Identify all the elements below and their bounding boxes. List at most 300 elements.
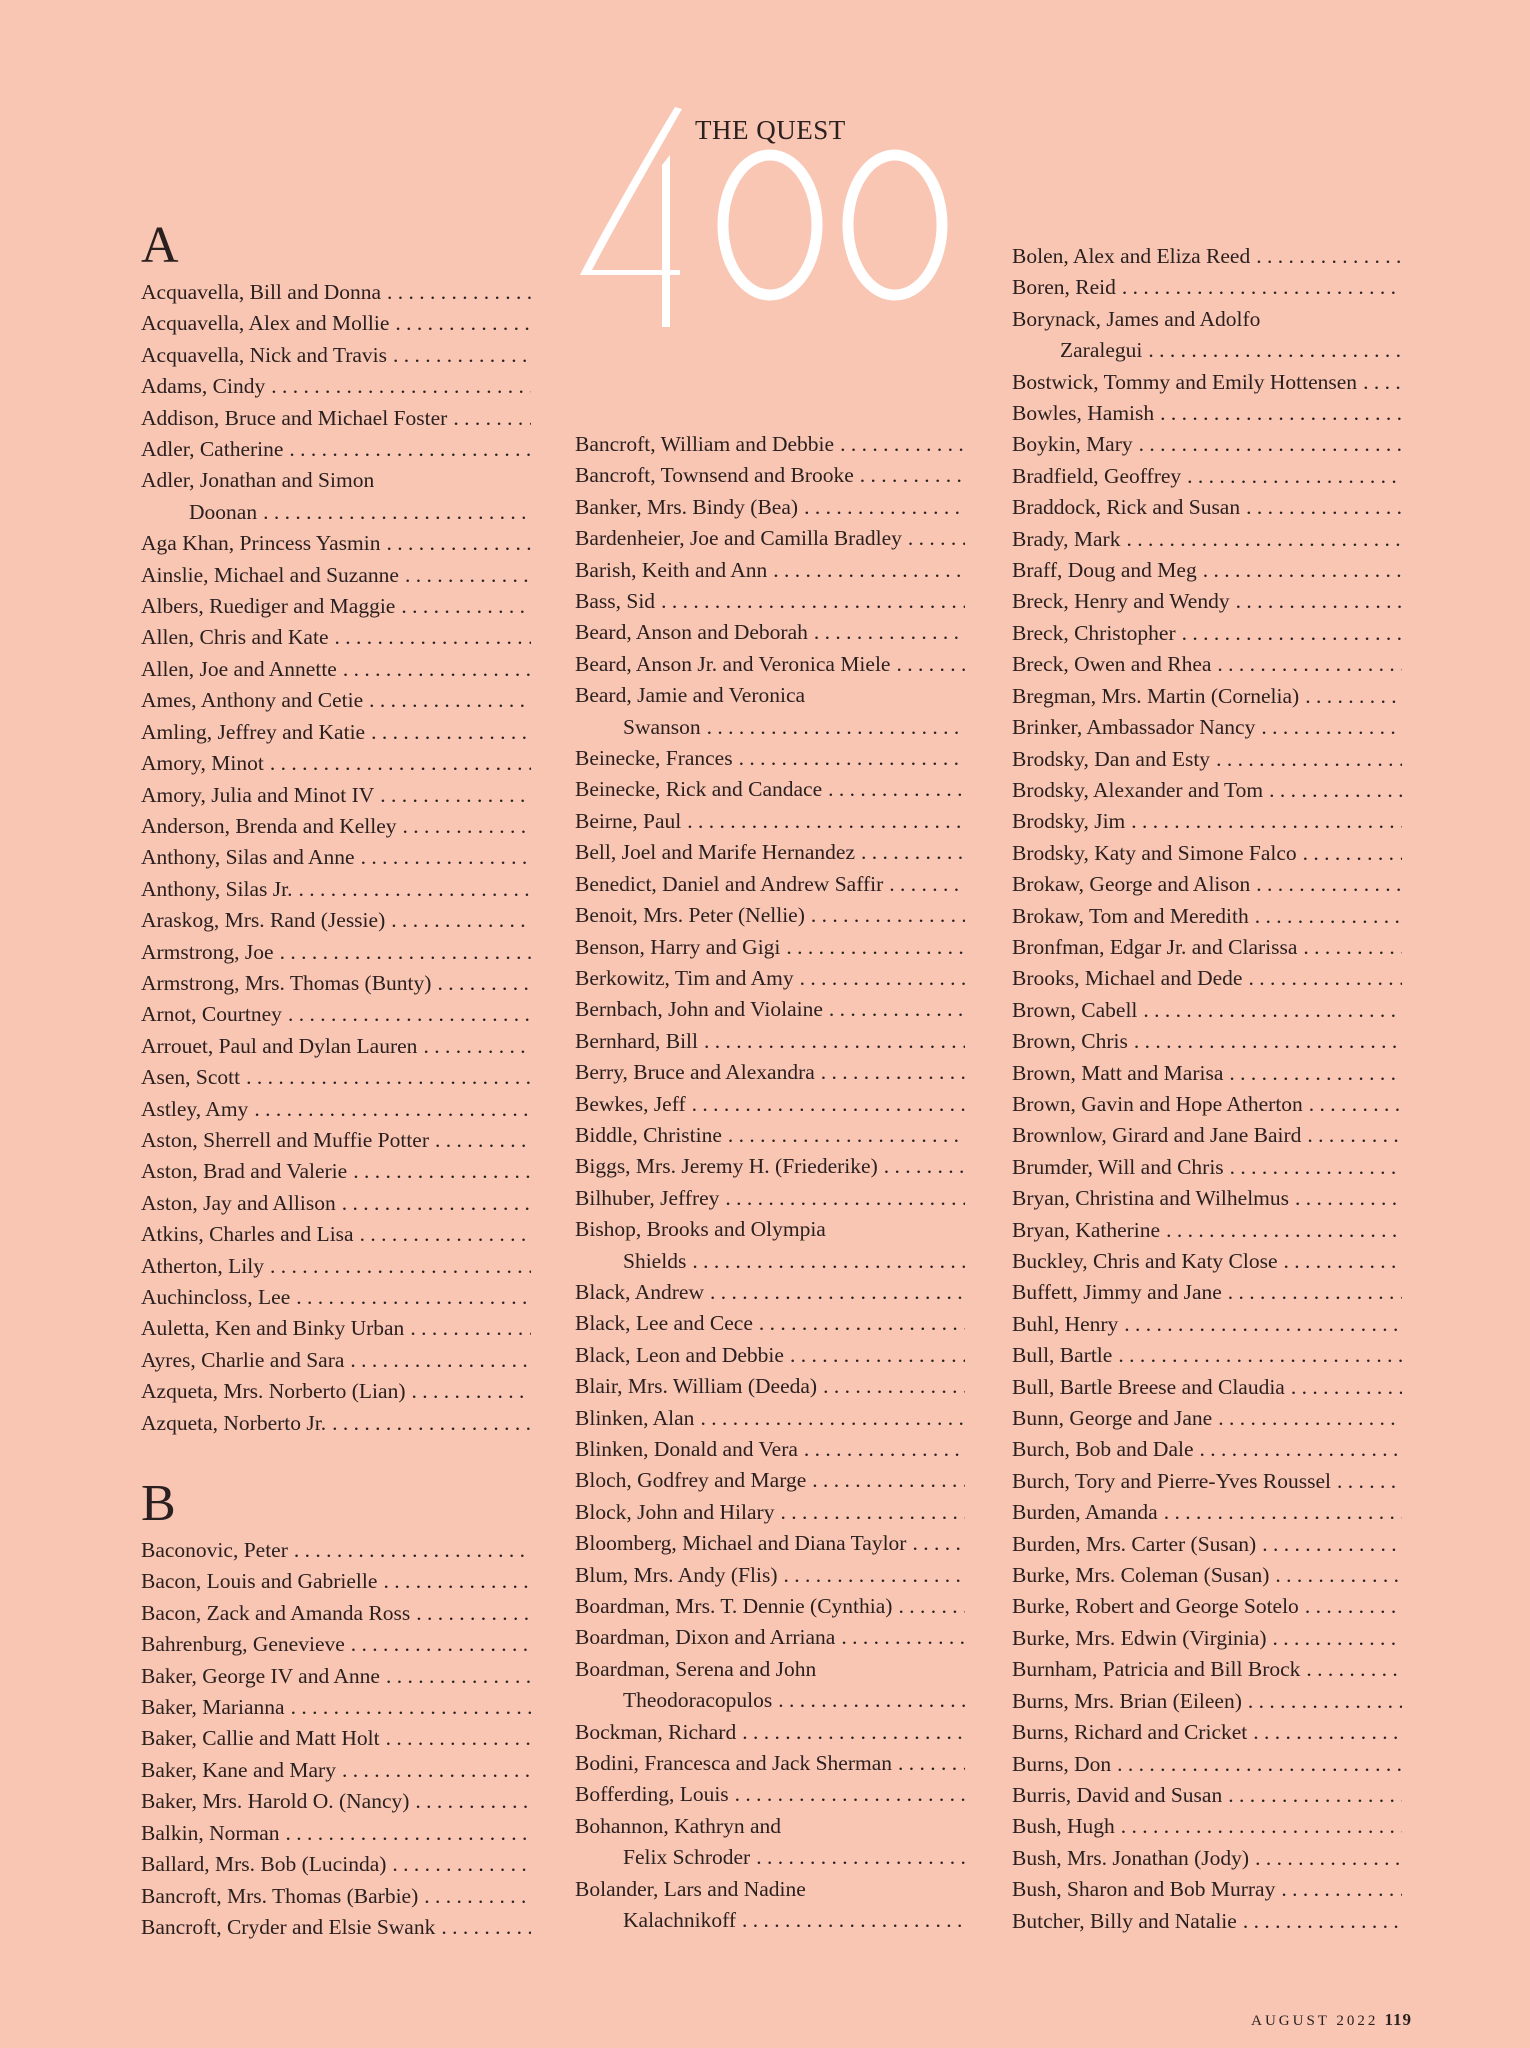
list-item	[1012, 367, 1402, 398]
list-item	[575, 523, 965, 554]
entry-name: Beirne, Paul	[575, 808, 682, 833]
entry-name: Anthony, Silas Jr.	[141, 876, 293, 901]
list-item	[141, 403, 531, 434]
entry-name: Brokaw, George and Alison	[1012, 872, 1251, 897]
entry-name: Bernhard, Bill	[575, 1028, 699, 1053]
list-item	[1012, 1277, 1402, 1308]
list-item	[575, 1622, 965, 1653]
leader-dots	[296, 1282, 531, 1313]
entry-name: Bolen, Alex and Eliza Reed	[1012, 244, 1251, 268]
entry-name: Allen, Chris and Kate	[141, 625, 329, 650]
leader-dots	[403, 811, 531, 842]
leader-dots	[1203, 555, 1402, 586]
leader-dots	[1256, 869, 1402, 900]
list-item	[141, 1408, 531, 1439]
entry-name: Bancroft, Mrs. Thomas (Barbie)	[141, 1883, 419, 1908]
entry-name: Brinker, Ambassador Nancy	[1012, 715, 1256, 740]
list-item	[575, 1151, 965, 1182]
entry-name: Brownlow, Girard and Jane Baird	[1012, 1123, 1302, 1148]
entry-name: Butcher, Billy and Natalie	[1012, 1908, 1237, 1933]
entry-name: Burris, David and Susan	[1012, 1782, 1223, 1807]
leader-dots	[784, 1560, 966, 1591]
entry-name: Braddock, Rick and Susan	[1012, 495, 1241, 520]
entry-name: Black, Andrew	[575, 1279, 704, 1304]
list-item	[141, 1094, 531, 1125]
masthead	[570, 95, 1000, 335]
leader-dots	[393, 340, 531, 371]
leader-dots	[342, 1188, 531, 1219]
list-item	[1012, 1466, 1402, 1497]
leader-dots	[1248, 1686, 1402, 1717]
list-item	[1012, 1372, 1402, 1403]
entry-name: Bostwick, Tommy and Emily Hottensen	[1012, 369, 1358, 394]
list-item	[575, 994, 965, 1025]
list-item	[1012, 1340, 1402, 1371]
leader-dots	[1166, 1215, 1402, 1246]
entry-name: Banker, Mrs. Bindy (Bea)	[575, 494, 799, 519]
list-item	[575, 680, 965, 711]
list-item	[575, 1811, 965, 1842]
list-item	[575, 1717, 965, 1748]
list-item	[141, 1723, 531, 1754]
leader-dots	[1124, 1309, 1402, 1340]
leader-dots	[1255, 901, 1402, 932]
list-item	[575, 492, 965, 523]
leader-dots	[435, 1125, 531, 1156]
leader-dots	[254, 1094, 531, 1125]
entry-name: Felix Schroder	[623, 1845, 751, 1870]
entry-name: Bohannon, Kathryn and	[575, 1813, 782, 1838]
leader-dots	[1229, 1058, 1402, 1089]
leader-dots	[1236, 586, 1402, 617]
entry-name: Adams, Cindy	[141, 374, 266, 399]
list-item	[1012, 995, 1402, 1026]
list-item	[1012, 1717, 1402, 1748]
list-item	[141, 434, 531, 465]
list-item	[575, 1842, 965, 1873]
entry-name: Bahrenburg, Genevieve	[141, 1632, 345, 1657]
entry-name: Buffett, Jimmy and Jane	[1012, 1280, 1222, 1305]
entry-name: Amory, Julia and Minot IV	[141, 782, 375, 807]
list-item	[1012, 1591, 1402, 1622]
leader-dots	[1187, 461, 1402, 492]
leader-dots	[739, 743, 965, 774]
leader-dots	[386, 528, 531, 559]
list-item	[575, 1340, 965, 1371]
leader-dots	[1281, 1874, 1402, 1905]
list-item	[575, 1434, 965, 1465]
list-item	[1012, 1560, 1402, 1591]
list-item	[1012, 272, 1402, 303]
leader-dots	[1200, 1434, 1402, 1465]
list-item	[141, 560, 531, 591]
leader-dots	[1337, 1466, 1402, 1497]
entry-name: Breck, Owen and Rhea	[1012, 652, 1212, 677]
entry-name: Brodsky, Jim	[1012, 809, 1126, 834]
leader-dots	[1305, 681, 1402, 712]
list-item	[1012, 1215, 1402, 1246]
entry-name: Borynack, James and Adolfo	[1012, 306, 1261, 331]
leader-dots	[361, 842, 531, 873]
list-item	[1012, 1749, 1402, 1780]
list-item	[141, 654, 531, 685]
list-item	[1012, 1874, 1402, 1905]
page-footer	[1251, 2010, 1412, 2030]
list-item	[1012, 1403, 1402, 1434]
leader-dots	[386, 1661, 531, 1692]
entry-name: Theodoracopulos	[623, 1688, 773, 1713]
list-item	[141, 685, 531, 716]
leader-dots	[692, 1246, 965, 1277]
list-item	[141, 1849, 531, 1880]
entry-name: Brown, Cabell	[1012, 997, 1138, 1022]
list-item	[575, 932, 965, 963]
list-item	[141, 1881, 531, 1912]
entry-name: Burch, Tory and Pierre-Yves Roussel	[1012, 1468, 1331, 1493]
leader-dots	[294, 1535, 531, 1566]
leader-dots	[735, 1779, 965, 1810]
list-item	[575, 586, 965, 617]
list-item	[1012, 429, 1402, 460]
leader-dots	[700, 1403, 965, 1434]
leader-dots	[1246, 492, 1402, 523]
entry-name: Brodsky, Katy and Simone Falco	[1012, 840, 1297, 865]
entry-name: Ames, Anthony and Cetie	[141, 688, 364, 713]
entry-name: Blinken, Donald and Vera	[575, 1437, 798, 1461]
list-item	[1012, 555, 1402, 586]
list-item	[1012, 963, 1402, 994]
leader-dots	[246, 1062, 531, 1093]
leader-dots	[291, 1692, 531, 1723]
entry-name: Benson, Harry and Gigi	[575, 934, 781, 959]
leader-dots	[351, 1629, 531, 1660]
leader-dots	[1217, 649, 1402, 680]
entry-name: Bush, Hugh	[1012, 1814, 1115, 1839]
list-item	[1012, 932, 1402, 963]
entry-name: Acquavella, Bill and Donna	[141, 280, 382, 304]
leader-dots	[896, 649, 965, 680]
list-item	[575, 1246, 965, 1277]
entry-name: Burns, Richard and Cricket	[1012, 1720, 1248, 1745]
entry-name: Amling, Jeffrey and Katie	[141, 719, 366, 744]
leader-dots	[1134, 1026, 1402, 1057]
leader-dots	[332, 1408, 531, 1439]
leader-dots	[1363, 367, 1402, 398]
entry-name: Arrouet, Paul and Dylan Lauren	[141, 1033, 418, 1058]
list-item	[575, 617, 965, 648]
list-item	[575, 1183, 965, 1214]
leader-dots	[1261, 712, 1402, 743]
leader-dots	[707, 712, 965, 743]
entry-name: Bewkes, Jeff	[575, 1091, 686, 1116]
leader-dots	[1253, 1717, 1402, 1748]
leader-dots	[1117, 1749, 1402, 1780]
leader-dots	[840, 429, 965, 460]
list-item	[1012, 1120, 1402, 1151]
section-letter-a: A	[141, 217, 179, 274]
list-item	[575, 837, 965, 868]
entry-name: Boardman, Serena and John	[575, 1656, 817, 1681]
leader-dots	[350, 1345, 531, 1376]
list-a	[141, 277, 531, 1439]
entry-name: Beard, Anson and Deborah	[575, 620, 808, 645]
list-item	[141, 497, 531, 528]
leader-dots	[889, 869, 965, 900]
leader-dots	[1262, 1529, 1402, 1560]
leader-dots	[898, 1748, 965, 1779]
leader-dots	[1139, 429, 1402, 460]
numeral-four	[580, 107, 682, 327]
entry-name: Aston, Brad and Valerie	[141, 1159, 348, 1184]
list-item	[141, 748, 531, 779]
leader-dots	[1118, 1340, 1402, 1371]
list-item	[1012, 335, 1402, 366]
list-item	[1012, 649, 1402, 680]
leader-dots	[1143, 995, 1402, 1026]
list-item	[1012, 618, 1402, 649]
list-item	[141, 1912, 531, 1943]
list-item	[141, 968, 531, 999]
leader-dots	[786, 932, 965, 963]
entry-name: Burch, Bob and Dale	[1012, 1437, 1194, 1462]
list-item	[1012, 1152, 1402, 1183]
list-item	[1012, 775, 1402, 806]
entry-name: Berry, Bruce and Alexandra	[575, 1060, 815, 1085]
list-item	[141, 874, 531, 905]
list-col2	[575, 429, 965, 1937]
leader-dots	[1218, 1403, 1402, 1434]
entry-name: Bilhuber, Jeffrey	[575, 1185, 720, 1210]
entry-name: Brodsky, Dan and Esty	[1012, 746, 1211, 771]
list-item	[575, 1905, 965, 1936]
leader-dots	[1307, 1120, 1402, 1151]
entry-name: Allen, Joe and Annette	[141, 656, 337, 681]
entry-name: Baker, Mrs. Harold O. (Nancy)	[141, 1789, 410, 1814]
leader-dots	[391, 905, 531, 936]
column-1	[141, 215, 531, 1943]
list-item	[1012, 1309, 1402, 1340]
leader-dots	[811, 900, 965, 931]
list-item	[575, 869, 965, 900]
list-item	[141, 717, 531, 748]
entry-name: Acquavella, Alex and Mollie	[141, 311, 390, 336]
list-item	[141, 1251, 531, 1282]
entry-name: Benedict, Daniel and Andrew Saffir	[575, 871, 884, 896]
entry-name: Burke, Mrs. Coleman (Susan)	[1012, 1563, 1270, 1588]
entry-name: Boardman, Mrs. T. Dennie (Cynthia)	[575, 1594, 893, 1619]
leader-dots	[386, 1723, 531, 1754]
entry-name: Bunn, George and Jane	[1012, 1406, 1213, 1431]
entry-name: Atkins, Charles and Lisa	[141, 1222, 354, 1247]
entry-name: Aga Khan, Princess Yasmin	[141, 531, 381, 556]
list-item	[141, 1535, 531, 1566]
entry-name: Amory, Minot	[141, 751, 264, 776]
leader-dots	[1131, 806, 1402, 837]
list-item	[575, 900, 965, 931]
leader-dots	[692, 1089, 965, 1120]
leader-dots	[704, 1026, 965, 1057]
list-item	[575, 1277, 965, 1308]
entry-name: Brodsky, Alexander and Tom	[1012, 777, 1264, 802]
entry-name: Araskog, Mrs. Rand (Jessie)	[141, 908, 386, 933]
list-item	[1012, 1183, 1402, 1214]
list-item	[141, 1818, 531, 1849]
leader-dots	[1306, 1654, 1402, 1685]
list-item	[1012, 1843, 1402, 1874]
list-item	[575, 1654, 965, 1685]
section-letter-b: B	[141, 1475, 176, 1533]
list-item	[141, 1282, 531, 1313]
entry-name: Burnham, Patricia and Bill Brock	[1012, 1657, 1301, 1682]
leader-dots	[286, 1818, 531, 1849]
leader-dots	[387, 277, 531, 308]
entry-name: Albers, Ruediger and Maggie	[141, 594, 396, 619]
list-item	[141, 1629, 531, 1660]
list-item	[141, 591, 531, 622]
entry-name: Baker, Kane and Mary	[141, 1757, 336, 1782]
list-item	[575, 1560, 965, 1591]
leader-dots	[1269, 775, 1402, 806]
list-item	[575, 1308, 965, 1339]
entry-name: Baker, Callie and Matt Holt	[141, 1726, 380, 1751]
leader-dots	[804, 1434, 965, 1465]
list-item	[575, 1120, 965, 1151]
entry-name: Addison, Bruce and Michael Foster	[141, 405, 448, 430]
list-item	[575, 774, 965, 805]
list-item	[575, 1528, 965, 1559]
leader-dots	[884, 1151, 965, 1182]
list-item	[141, 1188, 531, 1219]
numeral-zero-2	[848, 155, 942, 295]
entry-name: Bacon, Louis and Gabrielle	[141, 1569, 378, 1594]
list-item	[575, 1371, 965, 1402]
list-item	[1012, 524, 1402, 555]
list-item	[1012, 838, 1402, 869]
leader-dots	[812, 1465, 965, 1496]
leader-dots	[908, 523, 965, 554]
entry-name: Baker, Marianna	[141, 1695, 285, 1720]
entry-name: Benoit, Mrs. Peter (Nellie)	[575, 903, 805, 928]
leader-dots	[424, 1881, 531, 1912]
list-item	[141, 1786, 531, 1817]
entry-name: Bloomberg, Michael and Diana Taylor	[575, 1531, 907, 1556]
list-item	[141, 308, 531, 339]
leader-dots	[759, 1308, 965, 1339]
list-b	[141, 1535, 531, 1943]
leader-dots	[1305, 1591, 1402, 1622]
leader-dots	[416, 1598, 531, 1629]
leader-dots	[1291, 1372, 1402, 1403]
leader-dots	[342, 1755, 531, 1786]
list-item	[575, 1591, 965, 1622]
list-item	[1012, 1089, 1402, 1120]
entry-name: Acquavella, Nick and Travis	[141, 342, 388, 367]
leader-dots	[299, 874, 531, 905]
list-item	[1012, 241, 1402, 272]
leader-dots	[780, 1497, 965, 1528]
list-item	[141, 465, 531, 496]
list-col3	[1012, 241, 1402, 1937]
entry-name: Bernbach, John and Violaine	[575, 997, 823, 1022]
entry-name: Bofferding, Louis	[575, 1782, 729, 1807]
entry-name: Brown, Chris	[1012, 1029, 1128, 1054]
leader-dots	[441, 1912, 531, 1943]
list-item	[575, 1026, 965, 1057]
entry-name: Bowles, Hamish	[1012, 401, 1155, 426]
list-item	[1012, 492, 1402, 523]
list-item	[1012, 806, 1402, 837]
entry-name: Breck, Christopher	[1012, 620, 1176, 645]
leader-dots	[1284, 1246, 1402, 1277]
entry-name: Atherton, Lily	[141, 1253, 265, 1278]
leader-dots	[790, 1340, 965, 1371]
column-2	[575, 429, 965, 1937]
entry-name: Azqueta, Mrs. Norberto (Lian)	[141, 1379, 406, 1404]
list-item	[1012, 1623, 1402, 1654]
entry-name: Ayres, Charlie and Sara	[141, 1347, 345, 1372]
leader-dots	[814, 617, 965, 648]
entry-name: Brown, Gavin and Hope Atherton	[1012, 1091, 1303, 1116]
leader-dots	[380, 780, 531, 811]
entry-name: Swanson	[623, 714, 701, 739]
list-item	[575, 1685, 965, 1716]
leader-dots	[1182, 618, 1402, 649]
entry-name: Bardenheier, Joe and Camilla Bradley	[575, 526, 902, 551]
leader-dots	[778, 1685, 965, 1716]
list-item	[1012, 1246, 1402, 1277]
list-item	[141, 937, 531, 968]
leader-dots	[821, 1057, 965, 1088]
list-item	[575, 1214, 965, 1245]
leader-dots	[898, 1591, 965, 1622]
list-item	[1012, 744, 1402, 775]
leader-dots	[423, 1031, 531, 1062]
list-item	[1012, 1529, 1402, 1560]
entry-name: Baker, George IV and Anne	[141, 1663, 380, 1688]
entry-name: Bancroft, Townsend and Brooke	[575, 463, 854, 488]
list-item	[1012, 304, 1402, 335]
entry-name: Auletta, Ken and Binky Urban	[141, 1316, 405, 1341]
numeral-zero-1	[723, 155, 817, 295]
entry-name: Ballard, Mrs. Bob (Lucinda)	[141, 1852, 387, 1877]
list-item	[575, 555, 965, 586]
list-item	[141, 1156, 531, 1187]
entry-name: Black, Leon and Debbie	[575, 1342, 784, 1367]
leader-dots	[335, 622, 532, 653]
entry-name: Brown, Matt and Marisa	[1012, 1060, 1224, 1085]
list-item	[141, 1566, 531, 1597]
leader-dots	[1255, 1843, 1402, 1874]
entry-name: Bryan, Christina and Wilhelmus	[1012, 1186, 1290, 1211]
entry-name: Ainslie, Michael and Suzanne	[141, 562, 399, 587]
entry-name: Boren, Reid	[1012, 275, 1116, 300]
list-item	[575, 460, 965, 491]
entry-name: Burden, Mrs. Carter (Susan)	[1012, 1531, 1257, 1556]
list-item	[575, 1465, 965, 1496]
entry-name: Blum, Mrs. Andy (Flis)	[575, 1562, 778, 1587]
masthead-kicker: THE QUEST	[695, 115, 846, 145]
entry-name: Auchincloss, Lee	[141, 1285, 291, 1309]
list-item	[141, 1313, 531, 1344]
leader-dots	[773, 555, 965, 586]
entry-name: Buckley, Chris and Katy Close	[1012, 1249, 1278, 1273]
entry-name: Arnot, Courtney	[141, 1002, 282, 1027]
entry-name: Bell, Joel and Marife Hernandez	[575, 840, 855, 865]
entry-name: Bodini, Francesca and Jack Sherman	[575, 1751, 893, 1776]
entry-name: Beard, Anson Jr. and Veronica Miele	[575, 651, 891, 676]
leader-dots	[405, 560, 531, 591]
leader-dots	[728, 1120, 965, 1151]
